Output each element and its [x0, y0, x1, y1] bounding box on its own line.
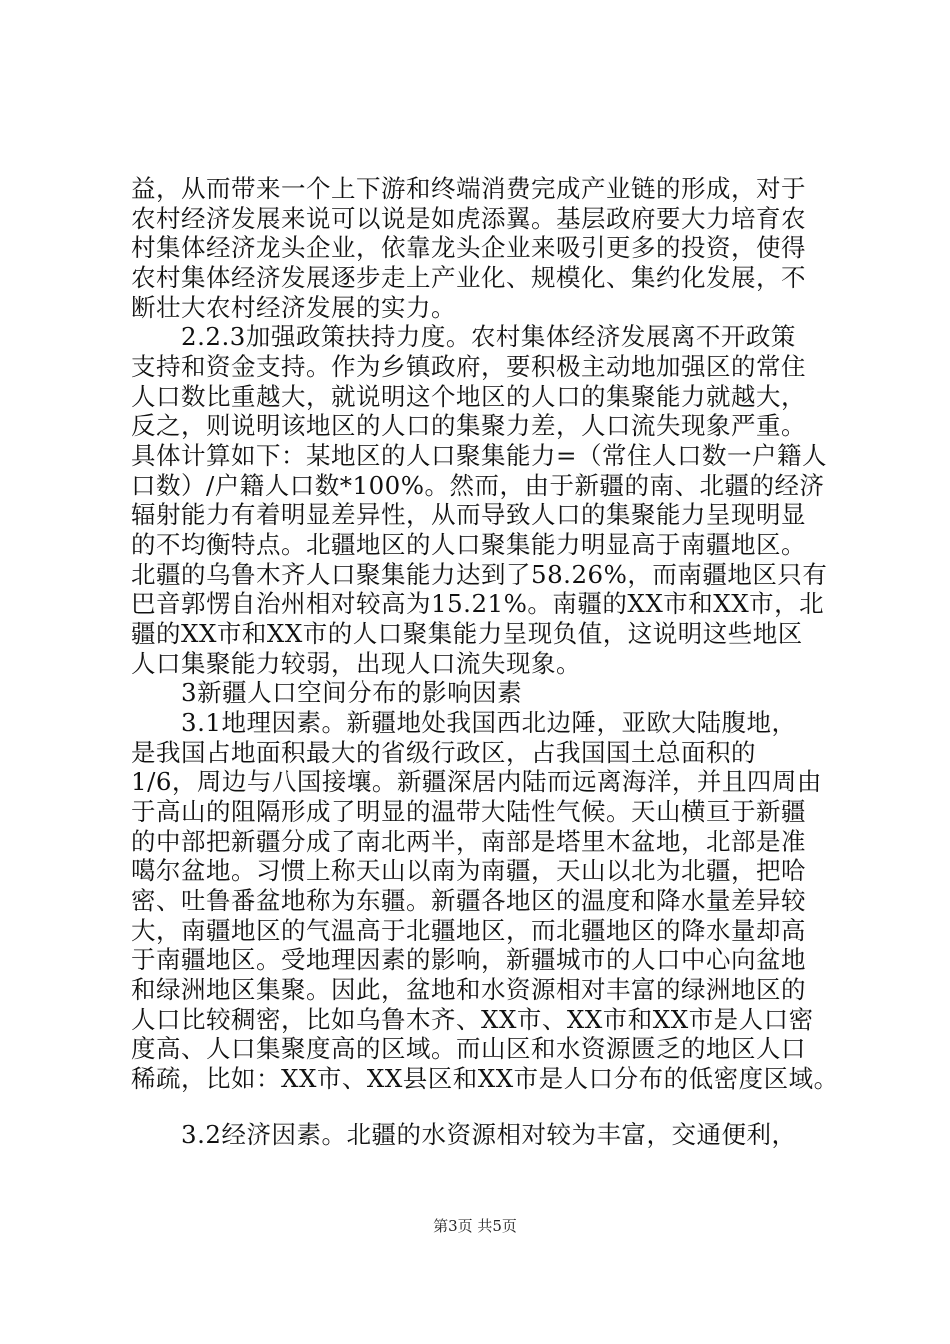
body-line: 于南疆地区。受地理因素的影响，新疆城市的人口中心向盆地: [131, 945, 806, 974]
body-line: 的不均衡特点。北疆地区的人口聚集能力明显高于南疆地区。: [131, 530, 806, 559]
body-line: 疆的XX市和XX市的人口聚集能力呈现负值，这说明这些地区: [131, 619, 803, 648]
body-line: 村集体经济龙头企业，依靠龙头企业来吸引更多的投资，使得: [131, 233, 806, 262]
body-line: 是我国占地面积最大的省级行政区，占我国国土总面积的: [131, 738, 756, 767]
body-line: 反之，则说明该地区的人口的集聚力差，人口流失现象严重。: [131, 411, 806, 440]
body-line: 人口集聚能力较弱，出现人口流失现象。: [131, 649, 581, 678]
body-line: 于高山的阻隔形成了明显的温带大陆性气候。天山横亘于新疆: [131, 797, 806, 826]
body-line: 2.2.3加强政策扶持力度。农村集体经济发展离不开政策: [131, 322, 796, 351]
body-line: 3.2经济因素。北疆的水资源相对较为丰富，交通便利，: [131, 1120, 797, 1149]
body-line: 的中部把新疆分成了南北两半，南部是塔里木盆地，北部是准: [131, 827, 806, 856]
body-line: 稀疏，比如：XX市、XX县区和XX市是人口分布的低密度区域。: [131, 1064, 839, 1093]
body-line: 支持和资金支持。作为乡镇政府，要积极主动地加强区的常住: [131, 352, 806, 381]
section-heading: 3新疆人口空间分布的影响因素: [131, 678, 523, 707]
body-line: 农村经济发展来说可以说是如虎添翼。基层政府要大力培育农: [131, 204, 806, 233]
body-line: 密、吐鲁番盆地称为东疆。新疆各地区的温度和降水量差异较: [131, 886, 806, 915]
body-line: 农村集体经济发展逐步走上产业化、规模化、集约化发展，不: [131, 263, 806, 292]
body-line: 1/6，周边与八国接壤。新疆深居内陆而远离海洋，并且四周由: [131, 767, 822, 796]
body-line: 北疆的乌鲁木齐人口聚集能力达到了58.26%，而南疆地区只有: [131, 560, 828, 589]
body-line: 人口数比重越大，就说明这个地区的人口的集聚能力就越大，: [131, 382, 806, 411]
page-footer: 第3页 共5页: [433, 1217, 517, 1235]
body-line: 口数）/户籍人口数*100%。然而，由于新疆的南、北疆的经济: [131, 471, 825, 500]
body-line: 具体计算如下：某地区的人口聚集能力=（常住人口数一户籍人: [131, 441, 828, 470]
body-line: 辐射能力有着明显差异性，从而导致人口的集聚能力呈现明显: [131, 500, 806, 529]
body-line: 人口比较稠密，比如乌鲁木齐、XX市、XX市和XX市是人口密: [131, 1005, 814, 1034]
body-line: 大，南疆地区的气温高于北疆地区，而北疆地区的降水量却高: [131, 916, 806, 945]
body-line: 和绿洲地区集聚。因此，盆地和水资源相对丰富的绿洲地区的: [131, 975, 806, 1004]
body-line: 3.1地理因素。新疆地处我国西北边陲，亚欧大陆腹地，: [131, 708, 797, 737]
body-line: 度高、人口集聚度高的区域。而山区和水资源匮乏的地区人口: [131, 1034, 806, 1063]
body-line: 断壮大农村经济发展的实力。: [131, 293, 456, 322]
body-line: 巴音郭愣自治州相对较高为15.21%。南疆的XX市和XX市，北: [131, 589, 825, 618]
body-line: 噶尔盆地。习惯上称天山以南为南疆，天山以北为北疆，把哈: [131, 856, 806, 885]
body-line: 益，从而带来一个上下游和终端消费完成产业链的形成，对于: [131, 174, 806, 203]
